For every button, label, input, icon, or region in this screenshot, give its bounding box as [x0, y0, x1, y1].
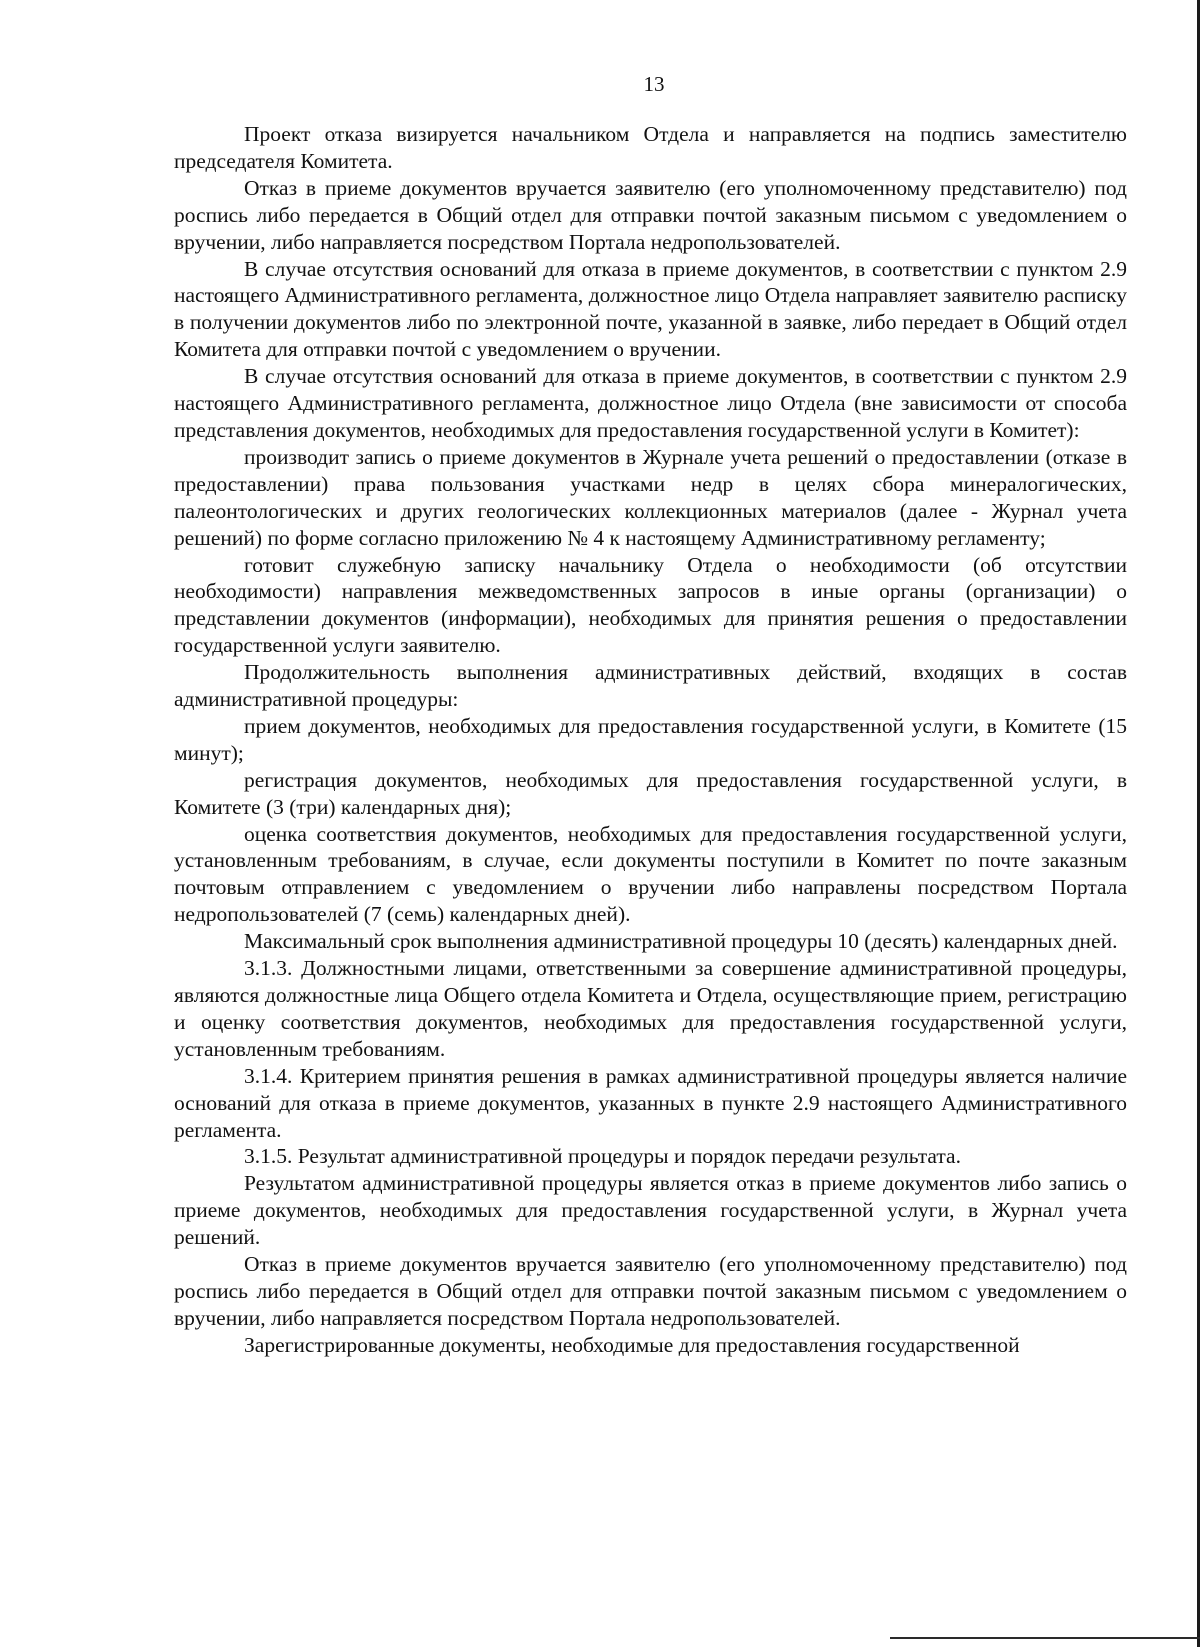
paragraph: Результатом административной процедуры является отказ в приеме документов либо запись о приеме документов, необходимых для предоставления государственной услуги, в Журнал учета решений.	[174, 1171, 1127, 1250]
paragraph: производит запись о приеме документов в Журнале учета решений о предоставлении (отказе в предоставлении) права пользования участками недр в целях сбора минералогических, палеонтологических и других геологических коллекционных материалов (далее - Журнал учета решений) по форме согласно приложению № 4 к настоящему Административному регламенту;	[174, 444, 1127, 550]
paragraph: оценка соответствия документов, необходимых для предоставления государственной услуги, установленным требованиям, в случае, если документы поступили в Комитет по почте заказным почтовым отправлением с уведомлением о вручении либо направлены посредством Портала недропользователей (7 (семь) календарных дней).	[174, 821, 1127, 927]
paragraph: 3.1.5. Результат административной процедуры и порядок передачи результата.	[244, 1144, 961, 1169]
paragraph: прием документов, необходимых для предоставления государственной услуги, в Комитете (15 минут);	[174, 713, 1127, 765]
paragraph: Отказ в приеме документов вручается заявителю (его уполномоченному представителю) под роспись либо передается в Общий отдел для отправки почтой заказным письмом с уведомлением о вручении, либо направляется посредством Портала недропользователей.	[174, 175, 1127, 254]
paragraph: В случае отсутствия оснований для отказа в приеме документов, в соответствии с пунктом 2.9 настоящего Административного регламента, должностное лицо Отдела (вне зависимости от способа представления документов, необходимых для предоставления государственной услуги в Комитет):	[174, 364, 1127, 442]
paragraph: 3.1.4. Критерием принятия решения в рамках административной процедуры является наличие оснований для отказа в приеме документов, указанных в пункте 2.9 настоящего Административного регламента.	[174, 1063, 1127, 1142]
paragraph: Максимальный срок выполнения административной процедуры 10 (десять) календарных дней.	[244, 929, 1118, 954]
paragraph: Продолжительность выполнения административных действий, входящих в состав административной процедуры:	[174, 660, 1127, 712]
paragraph: 3.1.3. Должностными лицами, ответственными за совершение административной процедуры, являются должностные лица Общего отдела Комитета и Отдела, осуществляющие прием, регистрацию и оценку соответствия документов, необходимых для предоставления государственной услуги, установленным требованиям.	[174, 956, 1127, 1061]
paragraph: готовит служебную записку начальнику Отдела о необходимости (об отсутствии необходимости) направления межведомственных запросов в иные органы (организации) о представлении документов (информации), необходимых для принятия решения о предоставлении государственной услуги заявителю.	[174, 552, 1127, 658]
document-body	[174, 121, 1127, 1359]
page-number: 13	[643, 72, 665, 96]
paragraph: Отказ в приеме документов вручается заявителю (его уполномоченному представителю) под роспись либо передается в Общий отдел для отправки почтой заказным письмом с уведомлением о вручении, либо направляется посредством Портала недропользователей.	[174, 1252, 1127, 1330]
paragraph: Зарегистрированные документы, необходимые для предоставления государственной	[244, 1332, 1020, 1357]
paragraph: Проект отказа визируется начальником Отдела и направляется на подпись заместителю председателя Комитета.	[174, 122, 1127, 173]
paragraph: В случае отсутствия оснований для отказа в приеме документов, в соответствии с пунктом 2.9 настоящего Административного регламента, должностное лицо Отдела направляет заявителю расписку в получении документов либо по электронной почте, указанной в заявке, либо передает в Общий отдел Комитета для отправки почтой с уведомлением о вручении.	[174, 256, 1127, 362]
paragraph: регистрация документов, необходимых для предоставления государственной услуги, в Комитете (3 (три) календарных дня);	[174, 767, 1127, 819]
scan-edge-bottom	[890, 1637, 1200, 1639]
